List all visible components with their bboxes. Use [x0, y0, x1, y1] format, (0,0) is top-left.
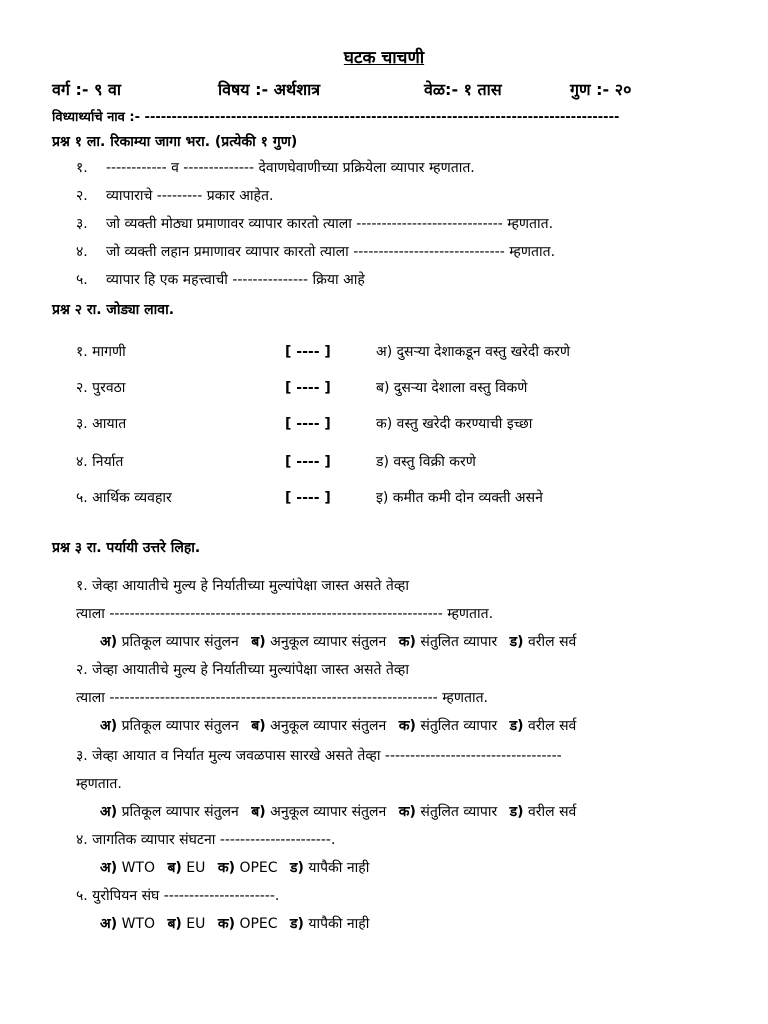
- option-label: ब): [167, 916, 182, 932]
- option-label: अ): [100, 916, 118, 932]
- q1-heading: प्रश्न १ ला. रिकाम्या जागा भरा. (प्रत्येकी १ गुण): [52, 134, 298, 150]
- q3-options: [100, 632, 576, 652]
- option-label: क): [398, 718, 416, 734]
- q3-question: ४. जागतिक व्यापार संघटना ----------------------.: [76, 832, 336, 848]
- match-left: ४. निर्यात: [76, 454, 124, 470]
- match-blank: [ ---- ]: [285, 344, 331, 360]
- match-left: ३. आयात: [76, 416, 127, 432]
- q1-item-text: जो व्यक्ती लहान प्रमाणावर व्यापार कारतो त्याला ------------------------------ म्हणतात.: [106, 244, 556, 260]
- q3-question: ५. युरोपियन संघ ----------------------.: [76, 888, 280, 904]
- match-blank: [ ---- ]: [285, 490, 331, 506]
- match-right: क) वस्तु खरेदी करण्याची इच्छा: [376, 416, 533, 432]
- match-right: अ) दुसऱ्या देशाकडून वस्तु खरेदी करणे: [376, 344, 571, 360]
- option-text: वरील सर्व: [528, 718, 577, 734]
- match-right: ड) वस्तु विक्री करणे: [376, 454, 476, 470]
- option-label: ब): [251, 718, 266, 734]
- match-left: १. मागणी: [76, 344, 126, 360]
- q3-question: १. जेव्हा आयातीचे मुल्य हे निर्यातीच्या मुल्यांपेक्षा जास्त असते तेव्हा: [76, 578, 409, 594]
- q1-item-num: ४.: [76, 244, 88, 260]
- header-class: वर्ग :- ९ वा: [52, 80, 122, 99]
- match-left: २. पुरवठा: [76, 380, 126, 396]
- q1-item: [76, 270, 365, 290]
- student-name-line: विध्यार्थ्याचे नाव :- ----------------------------------------------------------------------------------------: [52, 110, 620, 125]
- option-text: अनुकूल व्यापार संतुलन: [270, 804, 387, 820]
- option-text: संतुलित व्यापार: [420, 718, 498, 734]
- option-label: अ): [100, 718, 118, 734]
- match-left: ५. आर्थिक व्यवहार: [76, 490, 172, 506]
- header-time: वेळ:- १ तास: [424, 80, 502, 99]
- option-label: ड): [509, 718, 524, 734]
- q1-item-text: व्यापाराचे --------- प्रकार आहेत.: [106, 188, 274, 204]
- q3-options: [100, 914, 369, 934]
- option-label: ब): [251, 804, 266, 820]
- option-text: संतुलित व्यापार: [420, 634, 498, 650]
- match-blank: [ ---- ]: [285, 380, 331, 396]
- q1-item-num: १.: [76, 160, 88, 176]
- option-text: WTO: [121, 916, 155, 932]
- option-label: क): [217, 916, 235, 932]
- match-right: इ) कमीत कमी दोन व्यक्ती असने: [376, 490, 543, 506]
- match-blank: [ ---- ]: [285, 454, 331, 470]
- option-label: क): [217, 860, 235, 876]
- q1-item-text: व्यापार हि एक महत्त्वाची --------------- क्रिया आहे: [106, 272, 365, 288]
- option-label: क): [398, 804, 416, 820]
- option-label: ड): [509, 634, 524, 650]
- match-blank: [ ---- ]: [285, 416, 331, 432]
- option-label: ब): [167, 860, 182, 876]
- option-text: संतुलित व्यापार: [420, 804, 498, 820]
- option-label: ड): [509, 804, 524, 820]
- q3-question-cont: म्हणतात.: [76, 776, 122, 792]
- option-text: अनुकूल व्यापार संतुलन: [270, 634, 387, 650]
- option-text: यापैकी नाही: [308, 916, 370, 932]
- option-label: क): [398, 634, 416, 650]
- option-text: OPEC: [239, 916, 278, 932]
- q1-item: [76, 214, 553, 234]
- option-label: अ): [100, 804, 118, 820]
- option-text: वरील सर्व: [528, 634, 577, 650]
- option-label: ब): [251, 634, 266, 650]
- q3-options: [100, 858, 369, 878]
- q1-item: [76, 242, 555, 262]
- q3-options: [100, 716, 576, 736]
- option-text: EU: [186, 860, 206, 876]
- q1-item-text: ------------ व -------------- देवाणघेवाणीच्या प्रक्रियेला व्यापार म्हणतात.: [106, 160, 475, 176]
- header-marks: गुण :- २०: [570, 80, 632, 99]
- q3-question-cont: त्याला ------------------------------------------------------------------ म्हणतात.: [76, 606, 494, 622]
- option-text: प्रतिकूल व्यापार संतुलन: [121, 718, 239, 734]
- option-text: OPEC: [239, 860, 278, 876]
- q3-question: २. जेव्हा आयातीचे मुल्य हे निर्यातीच्या मुल्यांपेक्षा जास्त असते तेव्हा: [76, 662, 409, 678]
- option-text: प्रतिकूल व्यापार संतुलन: [121, 804, 239, 820]
- q3-heading: प्रश्न ३ रा. पर्यायी उत्तरे लिहा.: [52, 540, 201, 556]
- header-subject: विषय :- अर्थशात्र: [218, 80, 321, 99]
- option-label: अ): [100, 634, 118, 650]
- option-text: यापैकी नाही: [308, 860, 370, 876]
- option-text: प्रतिकूल व्यापार संतुलन: [121, 634, 239, 650]
- q1-item: [76, 158, 475, 178]
- q1-item-num: ५.: [76, 272, 88, 288]
- option-label: ड): [290, 860, 304, 876]
- page-title: घटक चाचणी: [343, 48, 425, 68]
- q1-item-num: ३.: [76, 216, 88, 232]
- option-text: EU: [186, 916, 206, 932]
- q1-item: [76, 186, 273, 206]
- q3-question: ३. जेव्हा आयात व निर्यात मुल्य जवळपास सारखे असते तेव्हा -----------------------------------: [76, 748, 562, 764]
- option-label: ड): [290, 916, 304, 932]
- match-right: ब) दुसऱ्या देशाला वस्तु विकणे: [376, 380, 528, 396]
- q2-heading: प्रश्न २ रा. जोड्या लावा.: [52, 302, 175, 318]
- q3-question-cont: त्याला ----------------------------------------------------------------- म्हणतात.: [76, 690, 489, 706]
- q1-item-text: जो व्यक्ती मोठ्या प्रमाणावर व्यापार कारतो त्याला ----------------------------- म्हणतात.: [106, 216, 554, 232]
- option-text: WTO: [121, 860, 155, 876]
- q1-item-num: २.: [76, 188, 88, 204]
- option-label: अ): [100, 860, 118, 876]
- option-text: वरील सर्व: [528, 804, 577, 820]
- option-text: अनुकूल व्यापार संतुलन: [270, 718, 387, 734]
- q3-options: [100, 802, 576, 822]
